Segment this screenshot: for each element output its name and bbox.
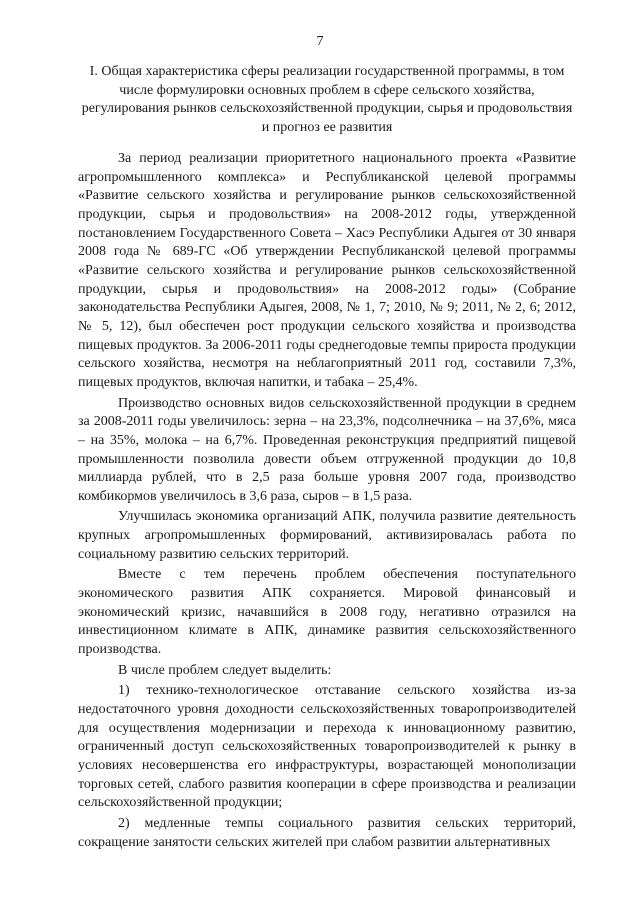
paragraph-problems-remain: Вместе с тем перечень проблем обеспечения поступательного экономического развития АПК сохраняется. Мировой финансовый и экономический кризис, начавшийся в 2008 году, негативно отразился на инвестиционном климате в АПК, динамике развития сельскохозяйственного производства. xyxy=(78,567,576,658)
page-number: 7 xyxy=(316,34,324,49)
paragraph-problem-1: 1) технико-технологическое отставание сельского хозяйства из-за недостаточного уровня доходности сельскохозяйственных товаропроизводителей для осуществления модернизации и перехода к инновационному развитию, ограниченный доступ сельскохозяйственных товаропроизводителей к рынку в условиях несовершенства его инфраструктуры, возрастающей монополизации торговых сетей, слабого развития кооперации в сфере производства и реализации сельскохозяйственной продукции; xyxy=(78,683,576,811)
paragraph-problems-intro: В числе проблем следует выделить: xyxy=(118,662,332,678)
paragraph-production-growth: Производство основных видов сельскохозяйственной продукции в среднем за 2008-2011 годы увеличилось: зерна – на 23,3%, подсолнечника – на 37,6%, мяса – на 35%, молока – на 6,7%. Проведенная реконструкция предприятий пищевой промышленности позволила довести объем отгруженной продукции до 10,8 миллиарда рублей, что в 2,5 раза больше уровня 2007 года, производство комбикормов увеличилось в 3,6 раза, сыров – в 1,5 раза. xyxy=(78,395,576,504)
paragraph-national-project: За период реализации приоритетного национального проекта «Развитие агропромышленного комплекса» и Республиканской целевой программы «Развитие сельского хозяйства и регулирование рынков сельскохозяйственной продукции, сырья и продовольствия» на 2008-2012 годы, утвержденной постановлением Государственного Совета – Хасэ Республики Адыгея от 30 января 2008 года № 689-ГС «Об утверждении Республиканской целевой программы «Развитие сельского хозяйства и регулирование рынков сельскохозяйственной продукции, сырья и продовольствия» на 2008-2012 годы» (Собрание законодательства Республики Адыгея, 2008, № 1, 7; 2010, № 9; 2011, № 2, 6; 2012, № 5, 12), был обеспечен рост продукции сельского хозяйства и производства пищевых продуктов. За 2006-2011 годы среднегодовые темпы прироста продукции сельского хозяйства, несмотря на неблагоприятный 2011 год, составили 7,3%, пищевых продуктов, включая напитки, и табака – 25,4%. xyxy=(78,151,576,390)
paragraph-economy-improved: Улучшилась экономика организаций АПК, получила развитие деятельность крупных агропромышленных формирований, активизировалась работа по социальному развитию сельских территорий. xyxy=(78,509,576,562)
body-text xyxy=(78,150,576,854)
section-heading: I. Общая характеристика сферы реализации государственной программы, в том числе формулировки основных проблем в сфере сельского хозяйства, регулирования рынков сельскохозяйственной продукции, сырья и продовольствия и прогноз ее развития xyxy=(81,64,573,135)
paragraph-problem-2: 2) медленные темпы социального развития сельских территорий, сокращение занятости сельских жителей при слабом развитии альтернативных xyxy=(78,815,576,850)
